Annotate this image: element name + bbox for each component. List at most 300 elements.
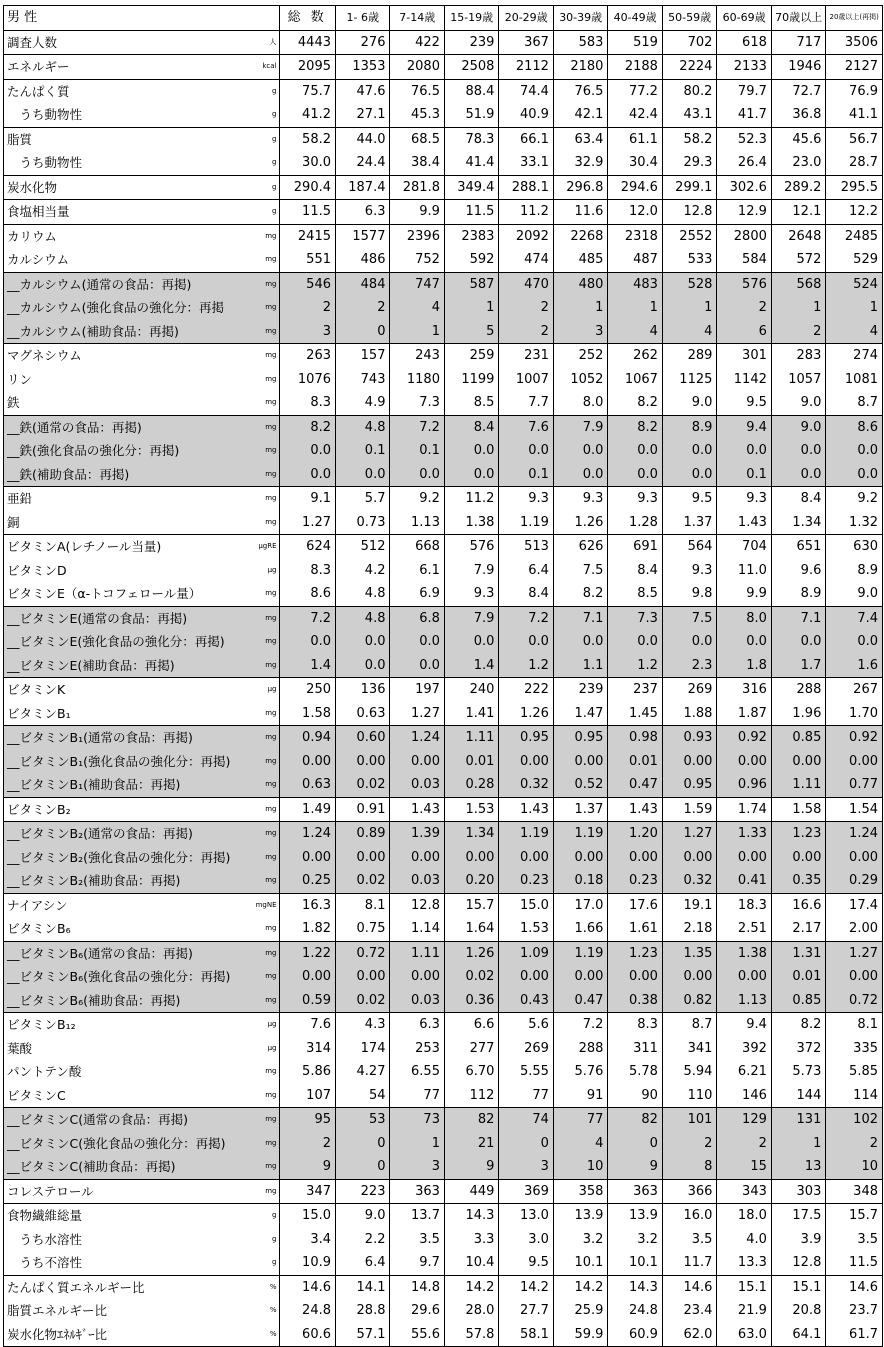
value-cell: 0.89 [336, 822, 390, 846]
value-cell: 2 [279, 1132, 336, 1156]
value-cell: 2 [499, 296, 553, 320]
value-cell: 0.63 [336, 702, 390, 726]
row-unit: mg [265, 398, 277, 406]
value-cell: 358 [553, 1179, 607, 1204]
value-cell: 1.20 [608, 822, 662, 846]
value-cell: 474 [499, 248, 553, 272]
value-cell: 1.19 [499, 511, 553, 535]
value-cell: 1125 [662, 368, 716, 392]
value-cell: 347 [279, 1179, 336, 1204]
value-cell: 1.45 [608, 702, 662, 726]
value-cell: 0.00 [608, 846, 662, 870]
value-cell: 8.4 [771, 487, 825, 511]
value-cell: 1.27 [826, 941, 883, 965]
value-cell: 15.7 [444, 893, 498, 917]
value-cell: 57.8 [444, 1323, 498, 1347]
value-cell: 1.14 [390, 917, 444, 941]
row-label-cell [4, 822, 280, 846]
row-unit: % [269, 1329, 277, 1338]
value-cell: 0.1 [499, 463, 553, 487]
value-cell: 1577 [336, 224, 390, 248]
value-cell: 12.9 [717, 200, 771, 225]
value-cell: 8.0 [717, 606, 771, 630]
row-unit: mg [265, 708, 277, 717]
value-cell: 131 [771, 1108, 825, 1132]
value-cell: 2180 [553, 55, 607, 80]
value-cell: 5.78 [608, 1060, 662, 1084]
value-cell: 1.26 [553, 511, 607, 535]
row-label: __カルシウム(補助食品：再掲) [7, 323, 179, 339]
table-row [4, 30, 883, 55]
value-cell: 8.4 [499, 582, 553, 606]
row-label: ビタミンA(レチノール当量) [7, 539, 162, 554]
table-row [4, 989, 883, 1013]
row-label: リン [7, 371, 33, 387]
value-cell: 41.2 [279, 103, 336, 127]
row-unit: mgNE [255, 900, 277, 909]
value-cell: 28.8 [336, 1299, 390, 1323]
value-cell: 174 [336, 1037, 390, 1061]
row-label-cell [4, 1013, 280, 1037]
row-label-cell [4, 296, 280, 320]
value-cell: 9.9 [390, 200, 444, 225]
value-cell: 4.8 [336, 582, 390, 606]
table-row [4, 606, 883, 630]
value-cell: 4.8 [336, 606, 390, 630]
value-cell: 551 [279, 248, 336, 272]
value-cell: 1.6 [826, 654, 883, 678]
table-row [4, 224, 883, 248]
row-unit: μg [267, 685, 277, 693]
value-cell: 88.4 [444, 79, 498, 103]
value-cell: 0.73 [336, 511, 390, 535]
value-cell: 77 [499, 1084, 553, 1108]
value-cell: 587 [444, 272, 498, 296]
value-cell: 5 [444, 320, 498, 344]
value-cell: 7.6 [279, 1013, 336, 1037]
value-cell: 1.4 [444, 654, 498, 678]
row-label-cell [4, 415, 280, 439]
row-label: ビタミンB₆ [7, 921, 71, 936]
value-cell: 14.1 [336, 1275, 390, 1299]
row-label: コレステロール [7, 1183, 94, 1199]
value-cell: 5.55 [499, 1060, 553, 1084]
value-cell: 303 [771, 1179, 825, 1204]
value-cell: 8.4 [608, 559, 662, 583]
table-row [4, 1204, 883, 1228]
value-cell: 54 [336, 1084, 390, 1108]
row-label-cell [4, 272, 280, 296]
value-cell: 624 [279, 535, 336, 559]
value-cell: 0.01 [444, 750, 498, 774]
table-row [4, 702, 883, 726]
row-unit: mg [265, 231, 277, 240]
table-row [4, 965, 883, 989]
value-cell: 519 [608, 30, 662, 55]
value-cell: 0.59 [279, 989, 336, 1013]
value-cell: 1.24 [279, 822, 336, 846]
value-cell: 0.0 [444, 439, 498, 463]
value-cell: 0.52 [553, 773, 607, 797]
row-label: __ビタミンB₁(通常の食品：再掲) [7, 730, 193, 745]
value-cell: 9.2 [826, 487, 883, 511]
table-row [4, 391, 883, 415]
value-cell: 231 [499, 344, 553, 368]
value-cell: 0.00 [662, 750, 716, 774]
value-cell: 485 [553, 248, 607, 272]
row-label-cell [4, 79, 280, 103]
row-label-cell [4, 1060, 280, 1084]
value-cell: 9.4 [717, 1013, 771, 1037]
value-cell: 9.1 [279, 487, 336, 511]
value-cell: 2648 [771, 224, 825, 248]
value-cell: 61.7 [826, 1323, 883, 1347]
value-cell: 1.28 [608, 511, 662, 535]
value-cell: 15.7 [826, 1204, 883, 1228]
table-row [4, 869, 883, 893]
value-cell: 8.4 [444, 415, 498, 439]
table-row [4, 535, 883, 559]
value-cell: 63.0 [717, 1323, 771, 1347]
row-unit: mg [265, 279, 277, 288]
value-cell: 23.4 [662, 1299, 716, 1323]
value-cell: 533 [662, 248, 716, 272]
value-cell: 1 [390, 1132, 444, 1156]
value-cell: 0.0 [826, 630, 883, 654]
value-cell: 0.0 [553, 463, 607, 487]
table-row [4, 822, 883, 846]
row-label: パントテン酸 [7, 1064, 82, 1079]
row-label: カルシウム [7, 252, 70, 267]
value-cell: 9.3 [662, 559, 716, 583]
row-label-cell [4, 1132, 280, 1156]
value-cell: 43.1 [662, 103, 716, 127]
row-label: たんぱく質エネルギー比 [7, 1279, 145, 1295]
value-cell: 743 [336, 368, 390, 392]
value-cell: 17.5 [771, 1204, 825, 1228]
value-cell: 0.1 [717, 463, 771, 487]
row-label: ナイアシン [7, 897, 68, 913]
table-row [4, 1084, 883, 1108]
value-cell: 12.8 [771, 1251, 825, 1275]
value-cell: 30.4 [608, 151, 662, 175]
table-row [4, 1323, 883, 1347]
value-cell: 5.86 [279, 1060, 336, 1084]
row-unit: g [272, 1234, 277, 1243]
value-cell: 1.66 [553, 917, 607, 941]
row-unit: mg [265, 829, 277, 837]
value-cell: 2552 [662, 224, 716, 248]
col-header-age: 20-29歳 [499, 6, 553, 31]
value-cell: 7.9 [444, 606, 498, 630]
value-cell: 7.6 [499, 415, 553, 439]
value-cell: 311 [608, 1037, 662, 1061]
table-row [4, 344, 883, 368]
value-cell: 484 [336, 272, 390, 296]
value-cell: 14.2 [553, 1275, 607, 1299]
value-cell: 76.9 [826, 79, 883, 103]
table-row [4, 1275, 883, 1299]
value-cell: 15.1 [771, 1275, 825, 1299]
value-cell: 0.0 [336, 463, 390, 487]
value-cell: 449 [444, 1179, 498, 1204]
value-cell: 16.0 [662, 1204, 716, 1228]
value-cell: 0.03 [390, 989, 444, 1013]
value-cell: 1.24 [826, 822, 883, 846]
value-cell: 8.7 [662, 1013, 716, 1037]
value-cell: 107 [279, 1084, 336, 1108]
row-label-cell [4, 893, 280, 917]
row-label: うち水溶性 [7, 1231, 83, 1247]
value-cell: 4 [662, 320, 716, 344]
value-cell: 90 [608, 1084, 662, 1108]
value-cell: 7.2 [390, 415, 444, 439]
value-cell: 223 [336, 1179, 390, 1204]
row-unit: mg [265, 589, 277, 597]
value-cell: 11.2 [499, 200, 553, 225]
row-unit: mg [265, 255, 277, 263]
value-cell: 3 [553, 320, 607, 344]
value-cell: 630 [826, 535, 883, 559]
value-cell: 296.8 [553, 175, 607, 200]
value-cell: 2 [717, 296, 771, 320]
row-label-cell [4, 511, 280, 535]
value-cell: 367 [499, 30, 553, 55]
value-cell: 294.6 [608, 175, 662, 200]
value-cell: 0.00 [662, 965, 716, 989]
value-cell: 1.11 [444, 726, 498, 750]
value-cell: 0.85 [771, 989, 825, 1013]
value-cell: 112 [444, 1084, 498, 1108]
value-cell: 3.2 [553, 1228, 607, 1252]
value-cell: 25.9 [553, 1299, 607, 1323]
value-cell: 0.03 [390, 773, 444, 797]
row-label-cell [4, 773, 280, 797]
table-body [4, 30, 883, 1347]
value-cell: 6.4 [499, 559, 553, 583]
table-row [4, 127, 883, 151]
value-cell: 4 [826, 320, 883, 344]
row-unit: mg [265, 780, 277, 788]
row-unit: g [272, 134, 277, 143]
table-row [4, 151, 883, 175]
value-cell: 6.21 [717, 1060, 771, 1084]
value-cell: 58.2 [662, 127, 716, 151]
value-cell: 13.0 [499, 1204, 553, 1228]
value-cell: 0.63 [279, 773, 336, 797]
row-label: ビタミンB₁ [7, 705, 71, 721]
value-cell: 1 [826, 296, 883, 320]
row-label: __カルシウム(通常の食品：再掲) [7, 276, 192, 292]
value-cell: 1.37 [662, 511, 716, 535]
value-cell: 7.3 [608, 606, 662, 630]
row-label-cell [4, 200, 280, 225]
value-cell: 29.6 [390, 1299, 444, 1323]
value-cell: 13.9 [553, 1204, 607, 1228]
value-cell: 301 [717, 344, 771, 368]
value-cell: 0.91 [336, 797, 390, 822]
value-cell: 0.72 [336, 941, 390, 965]
table-row [4, 941, 883, 965]
value-cell: 1.43 [499, 797, 553, 822]
row-label: 炭水化物ｴﾈﾙｷﾞｰ比 [7, 1326, 108, 1342]
value-cell: 13.9 [608, 1204, 662, 1228]
value-cell: 6.6 [444, 1013, 498, 1037]
value-cell: 1076 [279, 368, 336, 392]
row-unit: g [272, 1258, 277, 1266]
value-cell: 0.02 [336, 869, 390, 893]
value-cell: 10 [826, 1155, 883, 1179]
row-label-cell [4, 103, 280, 127]
value-cell: 1.87 [717, 702, 771, 726]
value-cell: 197 [390, 678, 444, 702]
value-cell: 0.0 [608, 439, 662, 463]
value-cell: 3 [499, 1155, 553, 1179]
row-label-cell [4, 320, 280, 344]
value-cell: 1.19 [553, 941, 607, 965]
row-label: __カルシウム(強化食品の強化分：再掲 [7, 300, 224, 315]
value-cell: 12.8 [662, 200, 716, 225]
value-cell: 0.0 [662, 439, 716, 463]
value-cell: 564 [662, 535, 716, 559]
value-cell: 3.0 [499, 1228, 553, 1252]
value-cell: 576 [444, 535, 498, 559]
value-cell: 1.43 [608, 797, 662, 822]
value-cell: 483 [608, 272, 662, 296]
value-cell: 2.51 [717, 917, 771, 941]
row-label-cell [4, 1228, 280, 1252]
value-cell: 668 [390, 535, 444, 559]
row-label: 食塩相当量 [7, 204, 70, 219]
value-cell: 11.5 [279, 200, 336, 225]
value-cell: 1.47 [553, 702, 607, 726]
value-cell: 10.4 [444, 1251, 498, 1275]
value-cell: 6.1 [390, 559, 444, 583]
value-cell: 0.0 [717, 630, 771, 654]
table-row [4, 200, 883, 225]
value-cell: 1 [771, 1132, 825, 1156]
value-cell: 52.3 [717, 127, 771, 151]
row-unit: 人 [269, 37, 277, 46]
value-cell: 369 [499, 1179, 553, 1204]
value-cell: 62.0 [662, 1323, 716, 1347]
value-cell: 8.3 [279, 391, 336, 415]
value-cell: 51.9 [444, 103, 498, 127]
value-cell: 0.0 [390, 463, 444, 487]
value-cell: 0 [336, 1155, 390, 1179]
value-cell: 21.9 [717, 1299, 771, 1323]
value-cell: 42.1 [553, 103, 607, 127]
value-cell: 12.2 [826, 200, 883, 225]
col-header-age: 7-14歳 [390, 6, 444, 31]
value-cell: 0.23 [608, 869, 662, 893]
table-row [4, 487, 883, 511]
value-cell: 1.38 [444, 511, 498, 535]
value-cell: 288 [553, 1037, 607, 1061]
value-cell: 56.7 [826, 127, 883, 151]
value-cell: 3.5 [826, 1228, 883, 1252]
value-cell: 58.2 [279, 127, 336, 151]
value-cell: 717 [771, 30, 825, 55]
value-cell: 8.5 [444, 391, 498, 415]
value-cell: 64.1 [771, 1323, 825, 1347]
value-cell: 335 [826, 1037, 883, 1061]
value-cell: 0.92 [717, 726, 771, 750]
row-label: 脂質 [7, 131, 33, 147]
row-label: ビタミンC [7, 1087, 66, 1103]
value-cell: 1.88 [662, 702, 716, 726]
row-label: __ビタミンC(補助食品：再掲) [7, 1159, 176, 1174]
table-row [4, 463, 883, 487]
value-cell: 263 [279, 344, 336, 368]
value-cell: 10.1 [553, 1251, 607, 1275]
value-cell: 9.7 [390, 1251, 444, 1275]
value-cell: 16.3 [279, 893, 336, 917]
value-cell: 0.95 [553, 726, 607, 750]
value-cell: 14.6 [826, 1275, 883, 1299]
value-cell: 14.8 [390, 1275, 444, 1299]
row-label: うち不溶性 [7, 1255, 83, 1270]
value-cell: 14.3 [608, 1275, 662, 1299]
value-cell: 288 [771, 678, 825, 702]
value-cell: 0.32 [662, 869, 716, 893]
value-cell: 299.1 [662, 175, 716, 200]
value-cell: 2268 [553, 224, 607, 248]
value-cell: 0.00 [336, 846, 390, 870]
value-cell: 1.37 [553, 797, 607, 822]
row-label: __ビタミンB₂(通常の食品：再掲) [7, 826, 193, 841]
value-cell: 11.6 [553, 200, 607, 225]
value-cell: 0.00 [390, 846, 444, 870]
value-cell: 0.29 [826, 869, 883, 893]
value-cell: 0.00 [826, 750, 883, 774]
row-unit: mg [265, 804, 277, 813]
value-cell: 8.3 [279, 559, 336, 583]
value-cell: 0.00 [499, 846, 553, 870]
value-cell: 528 [662, 272, 716, 296]
value-cell: 45.3 [390, 103, 444, 127]
value-cell: 73 [390, 1108, 444, 1132]
value-cell: 7.3 [390, 391, 444, 415]
row-label-cell [4, 654, 280, 678]
row-unit: mg [265, 351, 277, 359]
table-row [4, 272, 883, 296]
value-cell: 9.3 [553, 487, 607, 511]
value-cell: 0.00 [771, 846, 825, 870]
value-cell: 0.0 [771, 439, 825, 463]
value-cell: 2 [499, 320, 553, 344]
value-cell: 8.2 [608, 415, 662, 439]
row-label-cell [4, 750, 280, 774]
value-cell: 289.2 [771, 175, 825, 200]
row-label: カリウム [7, 228, 57, 244]
value-cell: 6.70 [444, 1060, 498, 1084]
value-cell: 1.82 [279, 917, 336, 941]
value-cell: 0.93 [662, 726, 716, 750]
row-unit: mg [265, 1090, 277, 1099]
value-cell: 4443 [279, 30, 336, 55]
value-cell: 6.3 [390, 1013, 444, 1037]
value-cell: 9.3 [499, 487, 553, 511]
value-cell: 41.4 [444, 151, 498, 175]
value-cell: 47.6 [336, 79, 390, 103]
value-cell: 0.0 [279, 463, 336, 487]
row-unit: mg [265, 637, 277, 645]
value-cell: 1.11 [771, 773, 825, 797]
value-cell: 10.1 [608, 1251, 662, 1275]
table-row [4, 917, 883, 941]
row-label-cell [4, 127, 280, 151]
